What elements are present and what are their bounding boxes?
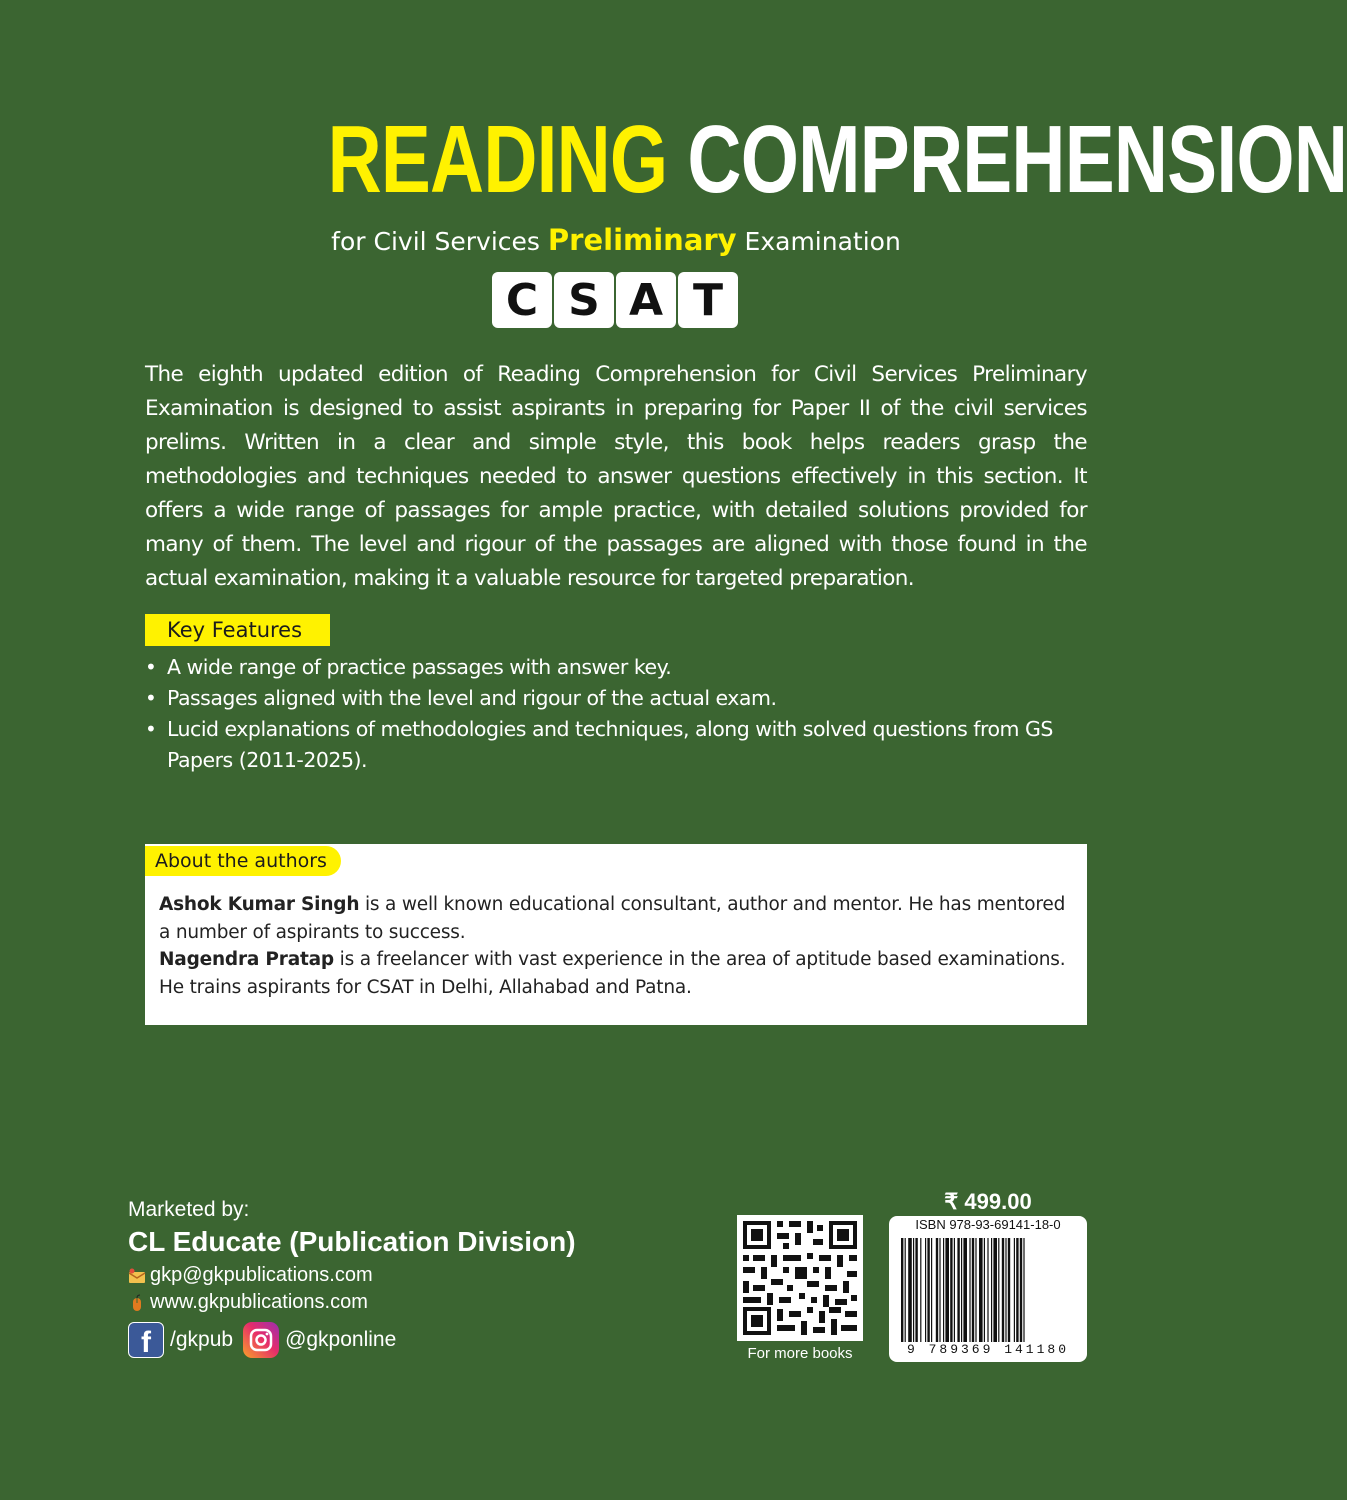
- csat-tiles: [492, 272, 738, 328]
- author-name: Ashok Kumar Singh: [159, 894, 360, 915]
- csat-tile-a: A: [616, 272, 676, 328]
- subtitle-suffix: Examination: [744, 227, 901, 256]
- barcode-digits: 9 789369 141180: [906, 1342, 1070, 1357]
- title-word-reading: READING: [327, 106, 668, 213]
- email-row: [128, 1262, 373, 1288]
- subtitle-highlight: Preliminary: [547, 223, 737, 257]
- feature-item: • A wide range of practice passages with answer key.: [145, 652, 1090, 683]
- book-description: The eighth updated edition of Reading Comprehension for Civil Services Preliminary Examination is designed to assist aspirants in preparing for Paper II of the civil services prelims. Written in a clear and simple style, this book helps readers grasp the methodologies and techniques needed to answer questions effectively in this section. It offers a wide range of passages for ample practice, with detailed solutions provided for many of them. The level and rigour of the passages are aligned with those found in the actual examination, making it a valuable resource for targeted preparation.: [145, 362, 1087, 591]
- website-link[interactable]: www.gkpublications.com: [150, 1291, 368, 1313]
- facebook-handle[interactable]: /gkpub: [170, 1328, 234, 1351]
- price-label: ₹ 499.00: [944, 1189, 1032, 1214]
- title-word-comprehension: COMPREHENSION: [687, 106, 1347, 213]
- marketed-by-label: Marketed by:: [128, 1198, 250, 1221]
- book-title: [40, 100, 1347, 220]
- qr-caption: For more books: [747, 1345, 853, 1362]
- subtitle-prefix: for Civil Services: [331, 227, 540, 256]
- feature-item: • Passages aligned with the level and rigour of the actual exam.: [145, 683, 1090, 714]
- authors-label: About the authors: [145, 846, 341, 876]
- author-bio: is a well known educational consultant, author and mentor. He has mentored a number of aspirants to success.: [159, 894, 1066, 943]
- mail-icon: [128, 1266, 146, 1284]
- csat-tile-t: T: [678, 272, 738, 328]
- publisher-name: CL Educate (Publication Division): [128, 1226, 576, 1257]
- author-bio: is a freelancer with vast experience in the area of aptitude based examinations. He trains aspirants for CSAT in Delhi, Allahabad and Patna.: [159, 949, 1066, 998]
- csat-tile-c: C: [492, 272, 552, 328]
- authors-text: [159, 891, 1077, 1001]
- author-name: Nagendra Pratap: [159, 949, 334, 970]
- feature-item: • Lucid explanations of methodologies and techniques, along with solved questions from GS Papers (2011-2025).: [145, 714, 1090, 776]
- csat-tile-s: S: [554, 272, 614, 328]
- facebook-icon[interactable]: f: [128, 1322, 164, 1358]
- author-entry: [159, 891, 1077, 946]
- key-features-label: Key Features: [145, 614, 330, 646]
- key-features-list: [145, 652, 1090, 776]
- instagram-handle[interactable]: @gkponline: [285, 1328, 397, 1351]
- isbn-barcode: [889, 1216, 1087, 1362]
- email-link[interactable]: gkp@gkpublications.com: [150, 1264, 373, 1286]
- website-row: [128, 1289, 368, 1315]
- author-entry: [159, 946, 1077, 1001]
- book-subtitle: [0, 220, 1232, 262]
- instagram-icon[interactable]: [243, 1322, 279, 1358]
- social-row: [128, 1322, 396, 1358]
- mouse-icon: [128, 1293, 146, 1311]
- isbn-label: ISBN 978-93-69141-18-0: [915, 1217, 1061, 1232]
- qr-code[interactable]: [737, 1215, 863, 1341]
